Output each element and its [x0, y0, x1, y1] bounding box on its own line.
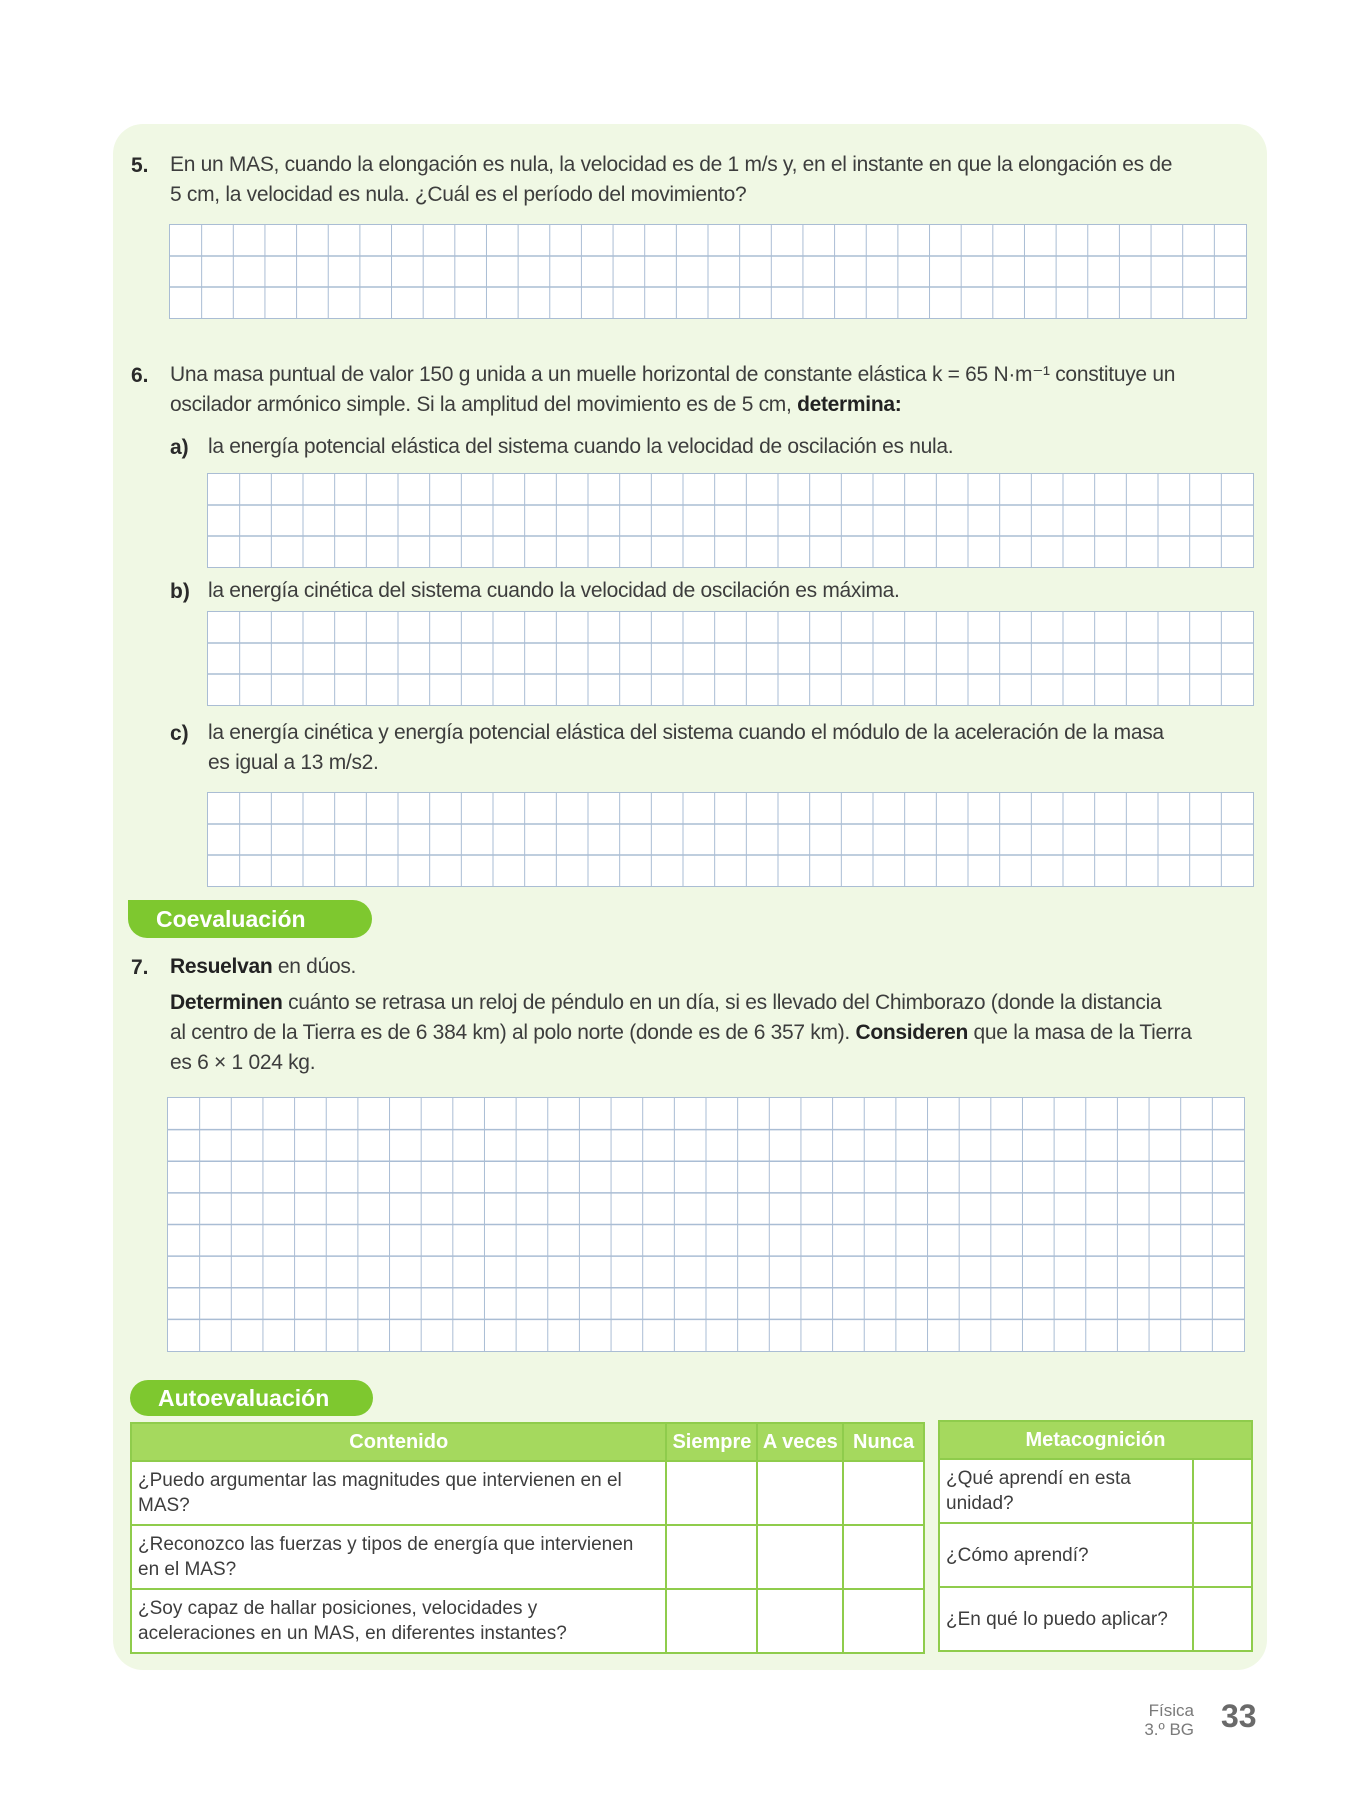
subquestion-line: la energía potencial elástica del sistema cuando la velocidad de oscilación es nula. — [208, 435, 954, 458]
question-instruction: Consideren — [855, 1021, 968, 1044]
page-number: 33 — [1221, 1698, 1257, 1734]
header-metacognicion: Metacognición — [939, 1421, 1252, 1459]
checkbox-siempre[interactable] — [666, 1461, 757, 1525]
criterion-text: ¿Reconozco las fuerzas y tipos de energía que intervienen en el MAS? — [131, 1525, 666, 1589]
footer-grade: 3.º BG — [1144, 1720, 1194, 1739]
checkbox-a-veces[interactable] — [757, 1525, 843, 1589]
question-text — [170, 952, 1265, 1078]
table-row — [131, 1525, 924, 1589]
reflection-answer-cell[interactable] — [1193, 1523, 1252, 1587]
metacognicion-table — [938, 1420, 1253, 1652]
footer-subject — [1144, 1701, 1194, 1739]
question-instruction: Resuelvan — [170, 955, 273, 978]
question-instruction: Determinen — [170, 991, 283, 1014]
reflection-answer-cell[interactable] — [1193, 1587, 1252, 1651]
header-a-veces: A veces — [757, 1423, 843, 1461]
reflection-answer-cell[interactable] — [1193, 1459, 1252, 1523]
grid-lines — [208, 793, 1253, 886]
question-line-text: oscilador armónico simple. Si la amplitud del movimiento es de 5 cm, — [170, 393, 798, 416]
checkbox-siempre[interactable] — [666, 1525, 757, 1589]
question-number: 5. — [131, 154, 149, 177]
subquestion-label: c) — [170, 722, 189, 745]
checkbox-a-veces[interactable] — [757, 1461, 843, 1525]
header-nunca: Nunca — [843, 1423, 924, 1461]
autoevaluacion-heading: Autoevaluación — [130, 1380, 373, 1416]
subquestion-label: b) — [170, 580, 190, 603]
question-text — [170, 150, 1260, 210]
checkbox-siempre[interactable] — [666, 1589, 757, 1653]
reflection-question: ¿Qué aprendí en esta unidad? — [939, 1459, 1193, 1523]
question-line-text: que la masa de la Tierra — [968, 1021, 1192, 1044]
question-number: 6. — [131, 364, 149, 387]
question-instruction: determina: — [797, 393, 902, 416]
question-line-text: cuánto se retrasa un reloj de péndulo en un día, si es llevado del Chimborazo (donde la distancia — [282, 991, 1162, 1014]
coevaluacion-heading: Coevaluación — [128, 900, 372, 938]
grid-lines — [208, 612, 1253, 705]
checkbox-a-veces[interactable] — [757, 1589, 843, 1653]
question-line — [170, 988, 1265, 1018]
question-line — [170, 390, 1265, 420]
subquestion-text — [208, 432, 1268, 462]
answer-grid[interactable] — [207, 792, 1254, 887]
criterion-text: ¿Soy capaz de hallar posiciones, velocidades y aceleraciones en un MAS, en diferentes instantes? — [131, 1589, 666, 1653]
criterion-text: ¿Puedo argumentar las magnitudes que intervienen en el MAS? — [131, 1461, 666, 1525]
question-line: En un MAS, cuando la elongación es nula, la velocidad es de 1 m/s y, en el instante en que la elongación es de — [170, 153, 1173, 176]
table-row — [939, 1587, 1252, 1651]
subquestion-text — [208, 576, 1268, 606]
reflection-question: ¿En qué lo puedo aplicar? — [939, 1587, 1193, 1651]
checkbox-nunca[interactable] — [843, 1461, 924, 1525]
footer-subject-name: Física — [1148, 1701, 1194, 1720]
header-contenido: Contenido — [131, 1423, 666, 1461]
autoevaluacion-table — [130, 1422, 925, 1654]
table-row — [131, 1461, 924, 1525]
subquestion-text — [208, 718, 1268, 778]
table-row — [131, 1589, 924, 1653]
question-number: 7. — [131, 956, 149, 979]
table-row — [939, 1459, 1252, 1523]
header-siempre: Siempre — [666, 1423, 757, 1461]
table-row — [939, 1523, 1252, 1587]
question-line: es 6 × 1 024 kg. — [170, 1051, 316, 1074]
subquestion-line: es igual a 13 m/s2. — [208, 751, 379, 774]
question-line — [170, 952, 1265, 982]
subquestion-line: la energía cinética del sistema cuando la velocidad de oscilación es máxima. — [208, 579, 900, 602]
answer-grid[interactable] — [169, 224, 1247, 319]
answer-grid[interactable] — [167, 1097, 1245, 1352]
question-line — [170, 1018, 1265, 1048]
subquestion-line: la energía cinética y energía potencial elástica del sistema cuando el módulo de la aceleración de la masa — [208, 721, 1164, 744]
answer-grid[interactable] — [207, 473, 1254, 568]
answer-grid[interactable] — [207, 611, 1254, 706]
question-line: Una masa puntual de valor 150 g unida a un muelle horizontal de constante elástica k = 65 N·m⁻¹ constituye un — [170, 363, 1176, 386]
question-text — [170, 360, 1265, 420]
reflection-question: ¿Cómo aprendí? — [939, 1523, 1193, 1587]
question-line: 5 cm, la velocidad es nula. ¿Cuál es el período del movimiento? — [170, 183, 747, 206]
subquestion-label: a) — [170, 436, 189, 459]
checkbox-nunca[interactable] — [843, 1525, 924, 1589]
grid-lines — [168, 1098, 1244, 1351]
question-line-text: en dúos. — [272, 955, 357, 978]
question-line-text: al centro de la Tierra es de 6 384 km) al polo norte (donde es de 6 357 km). — [170, 1021, 856, 1044]
grid-lines — [170, 225, 1246, 318]
grid-lines — [208, 474, 1253, 567]
checkbox-nunca[interactable] — [843, 1589, 924, 1653]
